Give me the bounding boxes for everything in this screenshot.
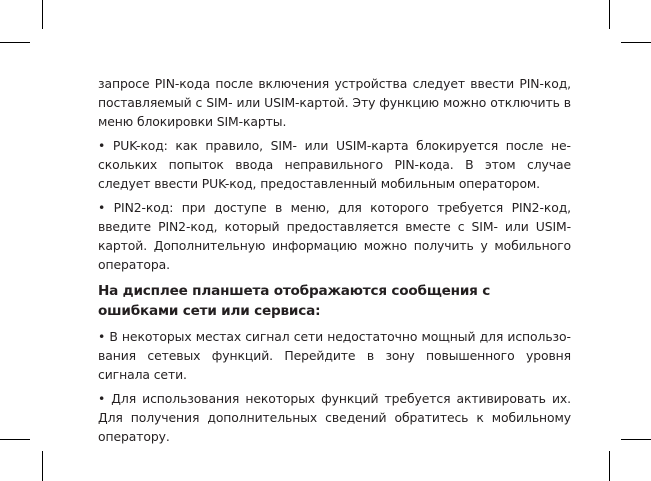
crop-mark-bottom-left-horizontal (0, 439, 30, 440)
paragraph-weak-signal: • В некоторых местах сигнал сети недостаточно мощный для использования сетевых функций. Перейдите в зону повышенного уровня сигнала сети. (98, 329, 571, 382)
paragraph-puk-code: • PUK-код: как правило, SIM- или USIM-карта блокируется после нескольких попыток ввода неправильного PIN-кода. В этом случае следует ввести PUK-код, предоставленный мобильным оператором. (98, 138, 571, 191)
crop-mark-bottom-left-vertical (42, 451, 43, 481)
paragraph-pin-intro: запросе PIN-кода после включения устройства следует ввести PIN-код, поставляемый с SIM- или USIM-картой. Эту функцию можно отключить в меню блокировки SIM-карты. (98, 76, 571, 129)
paragraph-pin2-code: • PIN2-код: при доступе в меню, для которого требуется PIN2-код, введите PIN2-код, который предоставляется вместе с SIM- или USIM-картой. Дополнительную информацию можно получить у мобильного оператора. (98, 200, 571, 272)
crop-mark-top-left-horizontal (0, 42, 30, 43)
section-heading: На дисплее планшета отображаются сообщения с ошибками сети или сервиса: (98, 283, 491, 319)
crop-mark-top-right-vertical (609, 0, 610, 29)
crop-mark-bottom-right-horizontal (621, 439, 651, 440)
crop-mark-top-right-horizontal (621, 42, 651, 43)
document-page (98, 74, 571, 446)
crop-mark-bottom-right-vertical (609, 451, 610, 481)
crop-mark-top-left-vertical (42, 0, 43, 29)
paragraph-activate-functions: • Для использования некоторых функций требуется активировать их. Для получения дополнительных сведений обратитесь к мобильному оператору. (98, 391, 571, 444)
